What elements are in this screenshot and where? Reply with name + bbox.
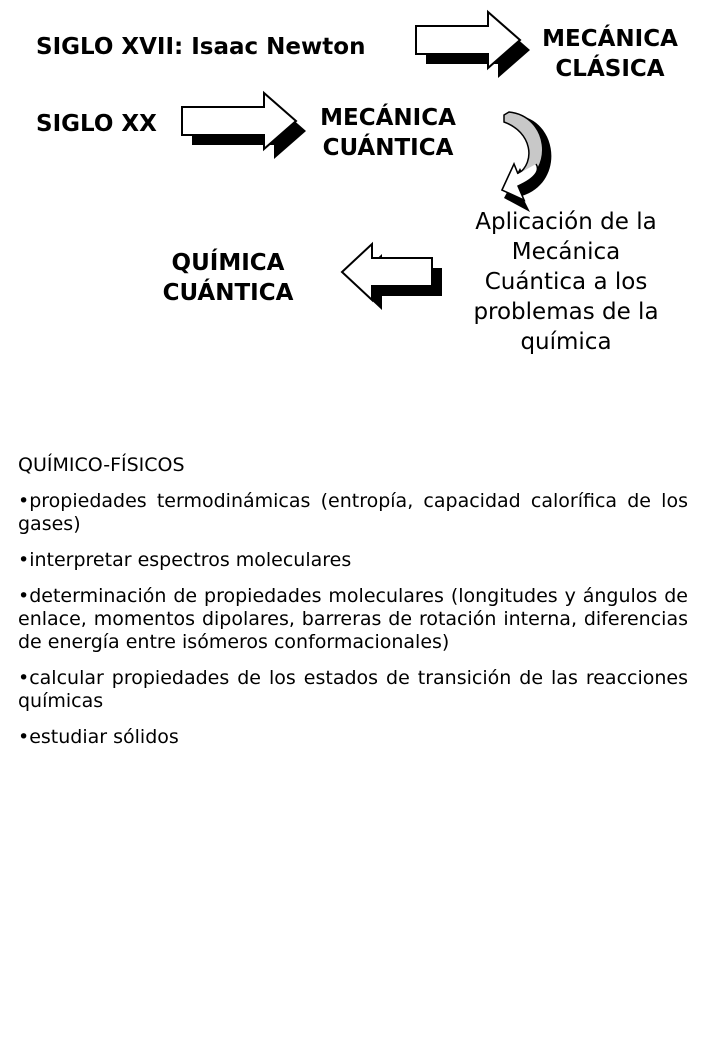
section-title: QUÍMICO-FÍSICOS bbox=[18, 454, 185, 476]
label-mecanica-cuantica bbox=[308, 103, 468, 163]
arrow-right-newton bbox=[416, 12, 530, 78]
bullet-list bbox=[18, 490, 688, 749]
label-mecanica-cuantica-line1: MECÁNICA bbox=[320, 105, 456, 131]
label-quimica-cuantica-line1: QUÍMICA bbox=[171, 250, 285, 276]
arrow-left-quimica bbox=[342, 244, 442, 310]
label-mecanica-clasica bbox=[530, 24, 690, 84]
arrow-right-siglo-xx bbox=[182, 93, 306, 159]
flow-diagram bbox=[0, 0, 720, 420]
quimico-fisicos-section bbox=[18, 454, 688, 762]
label-aplicacion-line5: química bbox=[520, 329, 612, 355]
label-mecanica-clasica-line2: CLÁSICA bbox=[555, 56, 665, 82]
label-aplicacion bbox=[455, 207, 677, 357]
bullet-item: •propiedades termodinámicas (entropía, capacidad calorífica de los gases) bbox=[18, 490, 688, 535]
bullet-item: •interpretar espectros moleculares bbox=[18, 549, 352, 571]
label-mecanica-clasica-line1: MECÁNICA bbox=[542, 26, 678, 52]
label-aplicacion-line3: Cuántica a los bbox=[484, 269, 648, 295]
label-mecanica-cuantica-line2: CUÁNTICA bbox=[322, 135, 454, 161]
label-siglo-xx: SIGLO XX bbox=[36, 111, 157, 137]
bullet-item: •calcular propiedades de los estados de transición de las reacciones químicas bbox=[18, 667, 688, 712]
bullet-item: •determinación de propiedades moleculares (longitudes y ángulos de enlace, momentos dipolares, barreras de rotación interna, diferencias de energía entre isómeros conformacionales) bbox=[18, 585, 688, 653]
label-aplicacion-line4: problemas de la bbox=[473, 299, 659, 325]
label-siglo-xvii: SIGLO XVII: Isaac Newton bbox=[36, 34, 366, 60]
label-quimica-cuantica-line2: CUÁNTICA bbox=[162, 280, 294, 306]
label-aplicacion-line1: Aplicación de la bbox=[475, 209, 657, 235]
label-aplicacion-line2: Mecánica bbox=[511, 239, 621, 265]
bullet-item: •estudiar sólidos bbox=[18, 726, 179, 748]
label-quimica-cuantica bbox=[148, 248, 308, 308]
curved-arrow-down bbox=[502, 112, 551, 212]
